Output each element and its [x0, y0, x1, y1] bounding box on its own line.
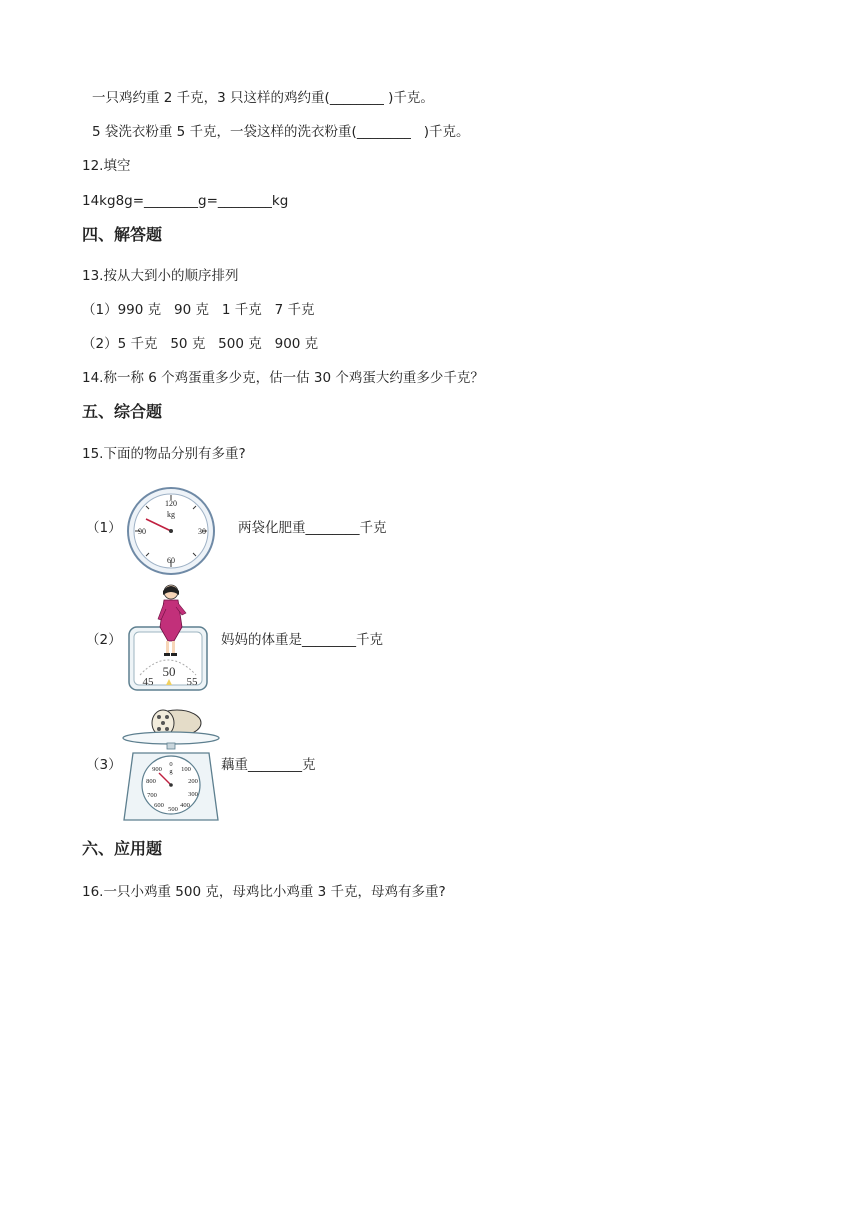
q15-item-2-number: （2）: [86, 632, 122, 648]
q11-line-1: 一只鸡约重 2 千克，3 只这样的鸡约重(________ )千克。: [92, 90, 434, 106]
section-5-heading: 五、综合题: [82, 402, 163, 421]
q11-line-2: 5 袋洗衣粉重 5 千克，一袋这样的洗衣粉重(________ )千克。: [92, 124, 470, 140]
g-dial-tick-800: 800: [146, 778, 156, 785]
scale-tick-45: 45: [142, 676, 154, 688]
kg-dial-unit: kg: [167, 510, 175, 519]
g-dial-tick-900: 900: [152, 766, 162, 773]
q15-title: 15.下面的物品分别有多重?: [82, 446, 246, 462]
kg-dial-tick-120: 120: [165, 499, 177, 508]
lotus-root-scale-image: [119, 701, 223, 823]
q15-item-3-number: （3）: [86, 757, 122, 773]
section-6-heading: 六、应用题: [82, 839, 163, 858]
q13-item-2: （2）5 千克 50 克 500 克 900 克: [82, 336, 319, 352]
g-dial-tick-300: 300: [188, 791, 198, 798]
section-4-heading: 四、解答题: [82, 225, 163, 244]
scale-tick-55: 55: [186, 676, 198, 688]
kg-dial-tick-90: 90: [138, 527, 146, 536]
g-dial-tick-400: 400: [180, 802, 190, 809]
kg-dial-tick-60: 60: [167, 556, 175, 565]
g-dial-tick-0: 0: [169, 761, 173, 768]
q14-title: 14.称一称 6 个鸡蛋重多少克，估一估 30 个鸡蛋大约重多少千克？: [82, 370, 484, 386]
g-dial-tick-100: 100: [181, 766, 191, 773]
q12-fill-line: 14kg8g=________g=________kg: [82, 193, 289, 209]
g-dial-tick-500: 500: [168, 806, 178, 813]
g-dial-tick-600: 600: [154, 802, 164, 809]
q15-item-1-number: （1）: [86, 520, 122, 536]
g-dial-tick-700: 700: [147, 792, 157, 799]
kg-dial-scale-image: [126, 486, 216, 576]
scale-tick-50: 50: [162, 664, 176, 679]
q13-title: 13.按从大到小的顺序排列: [82, 268, 239, 284]
g-dial-tick-200: 200: [188, 778, 198, 785]
q12-title: 12.填空: [82, 158, 131, 174]
mother-on-scale-image: [126, 583, 210, 693]
q15-item-3-text: 藕重________克: [221, 757, 316, 773]
q15-item-1-text: 两袋化肥重________千克: [238, 520, 387, 536]
q15-item-2-text: 妈妈的体重是________千克: [221, 632, 383, 648]
q16-title: 16.一只小鸡重 500 克，母鸡比小鸡重 3 千克，母鸡有多重?: [82, 884, 446, 900]
kg-dial-tick-30: 30: [198, 527, 206, 536]
q13-item-1: （1）990 克 90 克 1 千克 7 千克: [82, 302, 315, 318]
g-dial-unit: g: [169, 768, 173, 775]
